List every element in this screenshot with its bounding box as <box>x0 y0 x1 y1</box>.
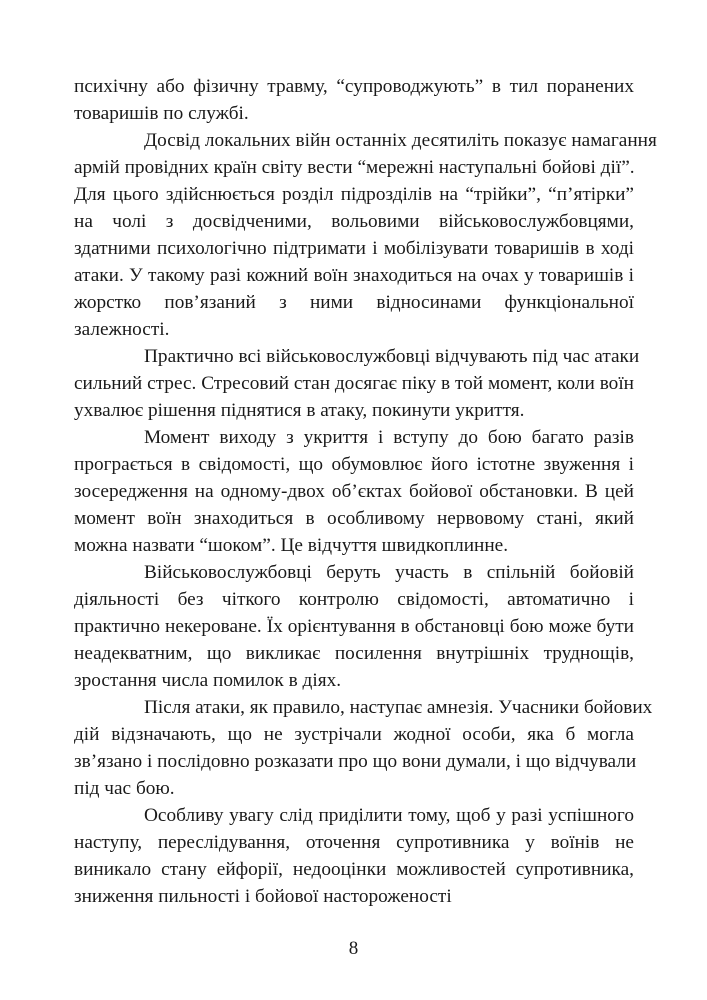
text-line: наступу, переслідування, оточення супротивника у воїнів не <box>74 832 634 853</box>
text-line: товаришів по службі. <box>74 103 249 124</box>
paragraph <box>74 127 657 343</box>
text-line: ухвалює рішення піднятися в атаку, покинути укриття. <box>74 400 525 421</box>
text-line: зосередження на одному-двох об’єктах бойової обстановки. В цей <box>74 481 634 502</box>
page-number: 8 <box>348 938 359 959</box>
text-line: Військовослужбовці беруть участь в спільній бойовій <box>144 562 634 583</box>
text-line: Досвід локальних війн останніх десятиліть показує намагання <box>144 130 657 151</box>
text-line: Особливу увагу слід приділити тому, щоб у разі успішного <box>144 805 634 826</box>
paragraph <box>74 802 634 910</box>
text-line: Для цього здійснюється розділ підрозділів на “трійки”, “п’ятірки” <box>74 184 634 205</box>
text-line: можна назвати “шоком”. Це відчуття швидкоплинне. <box>74 535 509 556</box>
text-line: сильний стрес. Стресовий стан досягає піку в той момент, коли воїн <box>74 373 634 394</box>
text-line: зростання числа помилок в діях. <box>74 670 342 691</box>
text-line: Момент виходу з укриття і вступу до бою багато разів <box>144 427 634 448</box>
text-line: армій провідних країн світу вести “мережні наступальні бойові дії”. <box>74 157 635 178</box>
text-line: Після атаки, як правило, наступає амнезія. Учасники бойових <box>144 697 653 718</box>
text-line: психічну або фізичну травму, “супроводжують” в тил поранених <box>74 76 634 97</box>
text-line: практично некероване. Їх орієнтування в обстановці бою може бути <box>74 616 634 637</box>
text-line: жорстко пов’язаний з ними відносинами функціональної <box>74 292 634 313</box>
text-line: під час бою. <box>74 778 175 799</box>
paragraph <box>74 343 640 424</box>
text-line: дій відзначають, що не зустрічали жодної особи, яка б могла <box>74 724 634 745</box>
paragraph <box>74 559 634 694</box>
text-line: програється в свідомості, що обумовлює його істотне звуження і <box>74 454 634 475</box>
paragraph <box>74 424 634 559</box>
text-line: залежності. <box>74 319 170 340</box>
body-text <box>74 73 657 910</box>
text-line: діяльності без чіткого контролю свідомості, автоматично і <box>74 589 634 610</box>
paragraph <box>74 73 634 127</box>
paragraph <box>74 694 653 802</box>
text-line: момент воїн знаходиться в особливому нервовому стані, який <box>74 508 634 529</box>
text-line: здатними психологічно підтримати і мобілізувати товаришів в ході <box>74 238 634 259</box>
text-line: зниження пильності і бойової настороженості <box>74 886 452 907</box>
text-line: неадекватним, що викликає посилення внутрішніх труднощів, <box>74 643 634 664</box>
text-line: виникало стану ейфорії, недооцінки можливостей супротивника, <box>74 859 634 880</box>
text-line: на чолі з досвідченими, вольовими військовослужбовцями, <box>74 211 634 232</box>
text-line: атаки. У такому разі кожний воїн знаходиться на очах у товаришів і <box>74 265 634 286</box>
text-line: Практично всі військовослужбовці відчувають під час атаки <box>144 346 640 367</box>
text-line: зв’язано і послідовно розказати про що вони думали, і що відчували <box>74 751 637 772</box>
